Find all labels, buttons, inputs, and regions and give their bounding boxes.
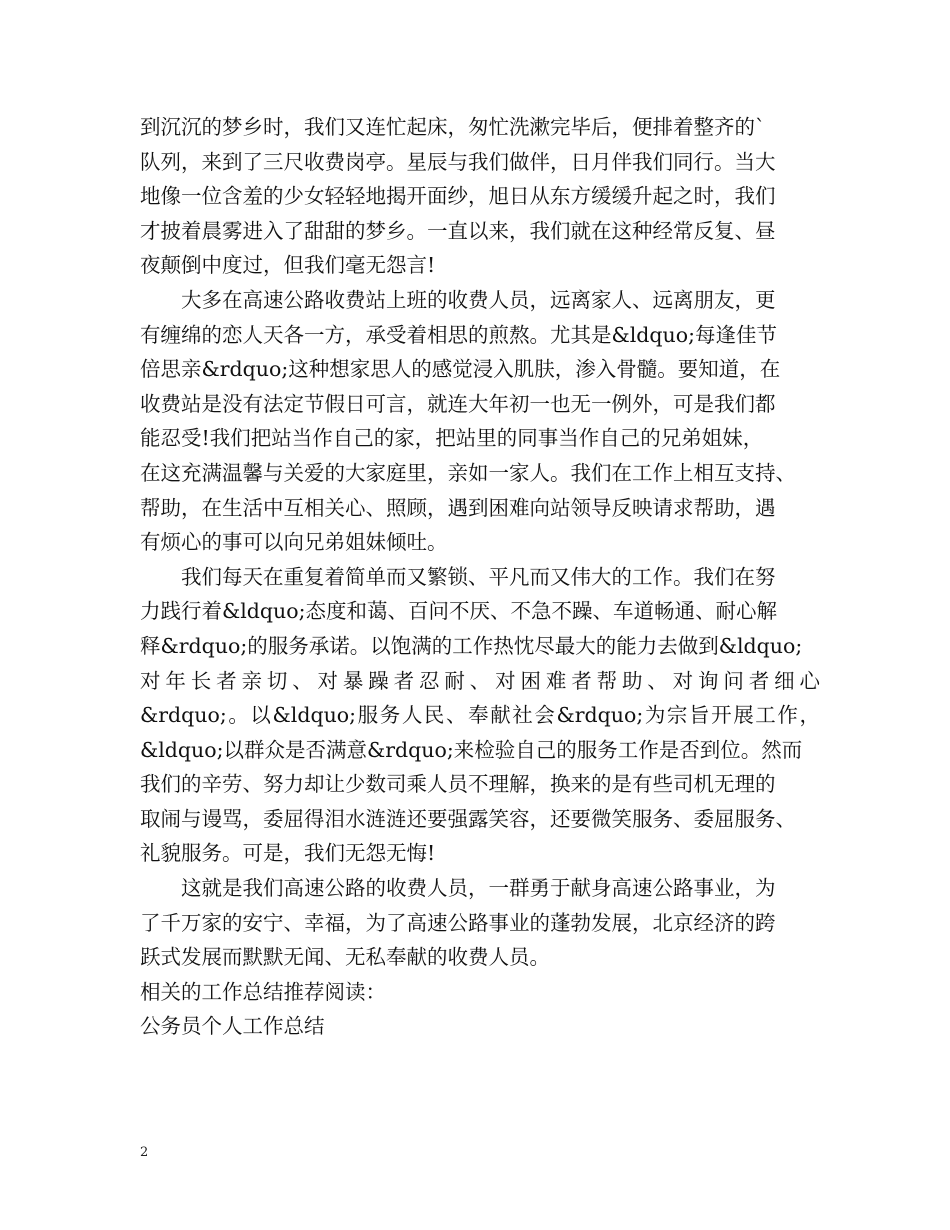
text-line: 我们的辛劳、努力却让少数司乘人员不理解，换来的是有些司机无理的: [140, 772, 776, 797]
text-line: 才披着晨雾进入了甜甜的梦乡。一直以来，我们就在这种经常反复、昼: [140, 218, 776, 243]
page-number: 2: [140, 1145, 149, 1160]
related-reading-heading: 相关的工作总结推荐阅读：: [140, 979, 386, 1004]
text-line: &rdquo;。以&ldquo;服务人民、奉献社会&rdquo;为宗旨开展工作，: [140, 703, 820, 728]
text-line: 帮助，在生活中互相关心、照顾，遇到困难向站领导反映请求帮助，遇: [140, 495, 776, 520]
text-line: 力践行着&ldquo;态度和蔼、百问不厌、不急不躁、车道畅通、耐心解: [140, 599, 777, 624]
text-line: 释&rdquo;的服务承诺。以饱满的工作热忱尽最大的能力去做到&ldquo;: [140, 633, 803, 658]
text-line: 跃式发展而默默无闻、无私奉献的收费人员。: [140, 945, 550, 970]
text-line: 地像一位含羞的少女轻轻地揭开面纱，旭日从东方缓缓升起之时，我们: [140, 184, 776, 209]
paragraph-start-line: 大多在高速公路收费站上班的收费人员，远离家人、远离朋友，更: [181, 287, 776, 312]
text-line: &ldquo;以群众是否满意&rdquo;来检验自己的服务工作是否到位。然而: [140, 737, 803, 762]
text-line: 对年长者亲切、对暴躁者忍耐、对困难者帮助、对询问者细心: [140, 668, 820, 693]
text-line: 收费站是没有法定节假日可言，就连大年初一也无一例外，可是我们都: [140, 391, 776, 416]
text-line: 礼貌服务。可是，我们无怨无悔!: [140, 841, 436, 866]
text-line: 有缠绵的恋人天各一方，承受着相思的煎熬。尤其是&ldquo;每逢佳节: [140, 322, 777, 347]
text-line: 到沉沉的梦乡时，我们又连忙起床，匆忙洗漱完毕后，便排着整齐的`: [140, 115, 766, 139]
text-line: 有烦心的事可以向兄弟姐妹倾吐。: [140, 530, 448, 555]
text-line: 队列，来到了三尺收费岗亭。星辰与我们做伴，日月伴我们同行。当大: [140, 149, 776, 174]
text-line: 在这充满温馨与关爱的大家庭里，亲如一家人。我们在工作上相互支持、: [140, 460, 796, 485]
text-line: 取闹与谩骂，委屈得泪水涟涟还要强露笑容，还要微笑服务、委屈服务、: [140, 806, 796, 831]
related-article-link[interactable]: 公务员个人工作总结: [140, 1014, 325, 1039]
text-line: 夜颠倒中度过，但我们毫无怨言!: [140, 253, 436, 278]
text-line: 倍思亲&rdquo;这种想家思人的感觉浸入肌肤，渗入骨髓。要知道，在: [140, 357, 781, 382]
text-line: 了千万家的安宁、幸福，为了高速公路事业的蓬勃发展，北京经济的跨: [140, 910, 776, 935]
paragraph-start-line: 这就是我们高速公路的收费人员，一群勇于献身高速公路事业，为: [181, 876, 776, 901]
body-text: [140, 110, 820, 1044]
paragraph-start-line: 我们每天在重复着简单而又繁锁、平凡而又伟大的工作。我们在努: [181, 564, 776, 589]
text-line: 能忍受!我们把站当作自己的家，把站里的同事当作自己的兄弟姐妹，: [140, 426, 764, 451]
